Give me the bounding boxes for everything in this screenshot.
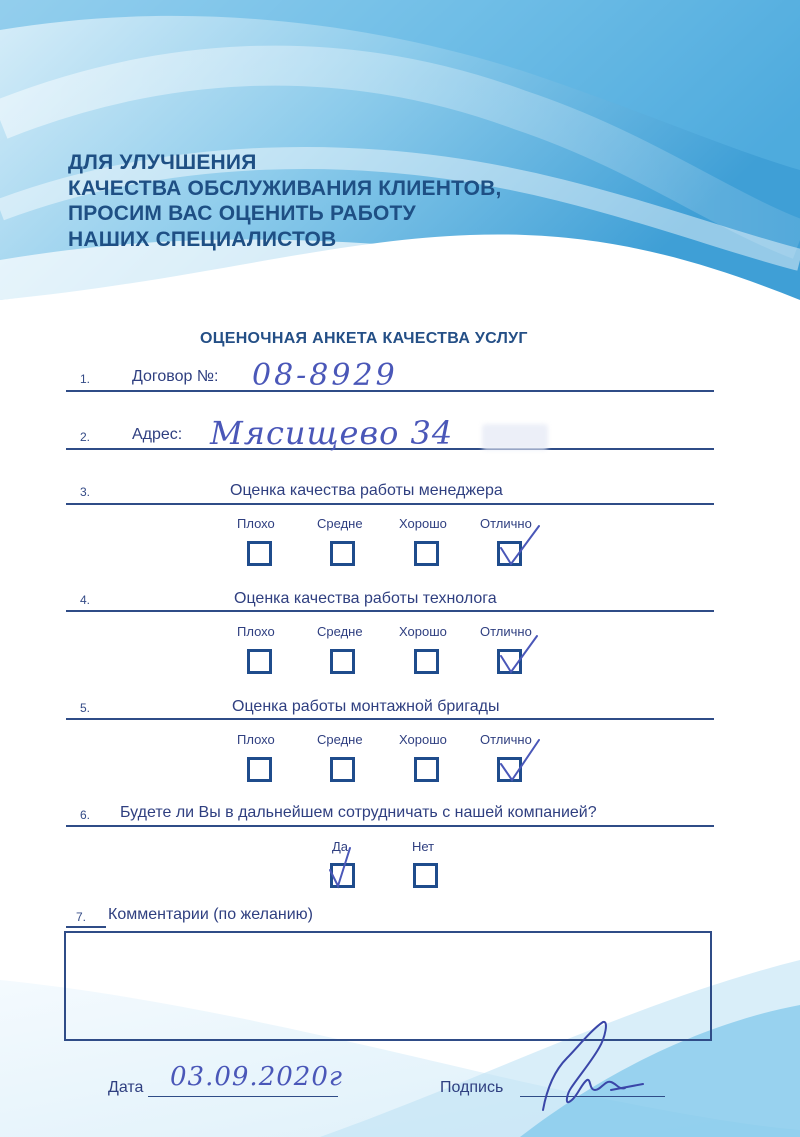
q2-label: Адрес: [132,426,183,443]
q7-number: 7. [76,910,87,924]
q5-number: 5. [80,701,91,715]
q6-option-label: Да [332,839,349,854]
header-line: ПРОСИМ ВАС ОЦЕНИТЬ РАБОТУ [68,202,416,225]
q5-option-label: Хорошо [399,732,447,747]
redaction-blur [482,424,548,450]
q4-checkbox-good[interactable] [414,649,439,674]
q3-checkbox-average[interactable] [330,541,355,566]
q3-label: Оценка качества работы менеджера [230,482,503,499]
form-title: ОЦЕНОЧНАЯ АНКЕТА КАЧЕСТВА УСЛУГ [200,330,528,347]
q5-checkbox-average[interactable] [330,757,355,782]
q5-rule [66,718,714,720]
q6-rule [66,825,714,827]
q4-label: Оценка качества работы технолога [234,590,497,607]
q5-option-label: Средне [317,732,363,747]
q4-option-label: Отлично [480,624,532,639]
q5-checkbox-good[interactable] [414,757,439,782]
q4-number: 4. [80,593,91,607]
address-field[interactable]: Мясищево 34 [210,414,454,452]
q3-option-label: Плохо [237,516,275,531]
q4-rule [66,610,714,612]
header-heading [68,150,502,252]
q5-checkbox-poor[interactable] [247,757,272,782]
q4-checkbox-average[interactable] [330,649,355,674]
q1-label: Договор №: [132,368,219,385]
q6-option-label: Нет [412,839,435,854]
signature-label: Подпись [440,1079,504,1096]
q1-number: 1. [80,372,91,386]
signature-drawing [525,1018,645,1118]
date-field[interactable]: 03.09.2020г [170,1062,344,1092]
date-label: Дата [108,1079,144,1096]
q7-rule [66,926,106,928]
q5-option-label: Отлично [480,732,532,747]
q6-label: Будете ли Вы в дальнейшем сотрудничать с нашей компанией? [120,804,597,821]
header-line: НАШИХ СПЕЦИАЛИСТОВ [68,227,337,251]
q5-label: Оценка работы монтажной бригады [232,698,500,715]
q6-checkmark-icon [326,840,366,890]
q7-label: Комментарии (по желанию) [108,906,313,923]
q2-number: 2. [80,430,91,444]
header-line: ДЛЯ УЛУЧШЕНИЯ [68,151,257,174]
q3-option-label: Средне [317,516,363,531]
q6-number: 6. [80,808,91,822]
q3-checkbox-poor[interactable] [247,541,272,566]
q3-option-label: Хорошо [399,516,447,531]
contract-number-field[interactable]: 08-8929 [252,358,398,393]
q4-option-label: Плохо [237,624,275,639]
q4-checkmark-icon [495,628,545,678]
q3-checkmark-icon [495,520,545,570]
q3-option-label: Отлично [480,516,532,531]
q3-rule [66,503,714,505]
q4-option-label: Хорошо [399,624,447,639]
q5-checkmark-icon [495,734,545,784]
q5-option-label: Плохо [237,732,275,747]
q3-checkbox-good[interactable] [414,541,439,566]
q4-checkbox-poor[interactable] [247,649,272,674]
q6-checkbox-no[interactable] [413,863,438,888]
q4-option-label: Средне [317,624,363,639]
header-line: КАЧЕСТВА ОБСЛУЖИВАНИЯ КЛИЕНТОВ, [68,176,502,200]
q3-number: 3. [80,485,91,499]
date-rule [148,1096,338,1097]
